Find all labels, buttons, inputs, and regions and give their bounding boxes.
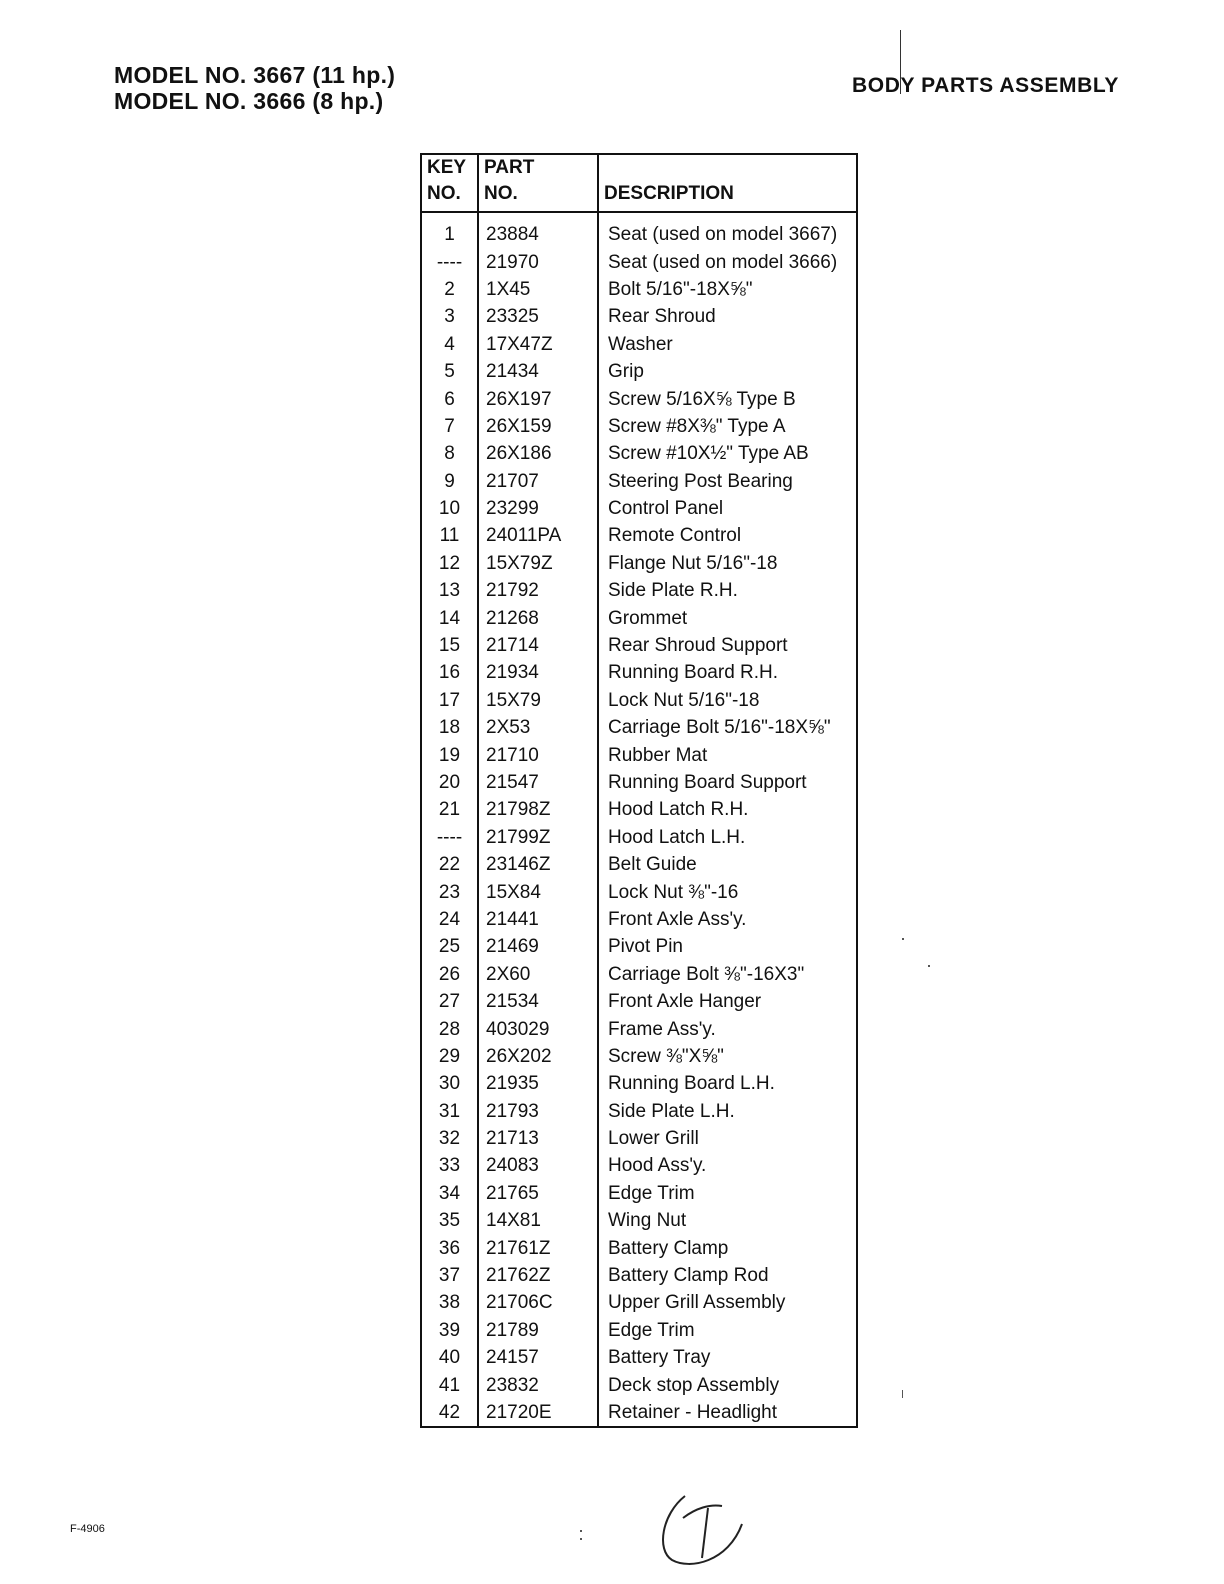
- description-cell: Retainer - Headlight: [608, 1401, 777, 1423]
- table-row: [421, 1180, 857, 1207]
- description-cell: Lock Nut 5/16"-18: [608, 689, 760, 711]
- table-row: [421, 1289, 857, 1316]
- description-header: [598, 154, 857, 212]
- table-row: [421, 1125, 857, 1152]
- table-header-row: [421, 154, 857, 212]
- key-no-cell: 4: [421, 331, 478, 358]
- scan-speck: [928, 965, 930, 967]
- key-no-cell: 20: [421, 769, 478, 796]
- key-no-cell: 32: [421, 1125, 478, 1152]
- table-row: [421, 741, 857, 768]
- model-line-1: MODEL NO. 3667 (11 hp.): [114, 62, 396, 88]
- key-no-cell: 19: [421, 741, 478, 768]
- key-no-cell: 13: [421, 577, 478, 604]
- key-no-cell: 6: [421, 385, 478, 412]
- key-no-cell: 33: [421, 1152, 478, 1179]
- parts-table: [420, 153, 858, 1428]
- key-header-line-2: NO.: [427, 183, 461, 204]
- table-row: [421, 906, 857, 933]
- table-row: [421, 1207, 857, 1234]
- table-row: [421, 1043, 857, 1070]
- description-cell: Bolt 5/16"-18X⅝": [608, 278, 753, 300]
- part-no-cell: 21268: [478, 604, 598, 631]
- key-no-cell: 10: [421, 495, 478, 522]
- key-no-cell: 28: [421, 1015, 478, 1042]
- description-cell: Battery Tray: [608, 1347, 711, 1369]
- part-no-cell: 1X45: [478, 276, 598, 303]
- description-cell: Washer: [608, 333, 673, 355]
- description-cell: Lower Grill: [608, 1128, 699, 1150]
- table-row: [421, 824, 857, 851]
- part-no-cell: 403029: [478, 1015, 598, 1042]
- table-row: [421, 1015, 857, 1042]
- table-row: [421, 1262, 857, 1289]
- description-cell: Hood Ass'y.: [608, 1155, 707, 1177]
- key-no-cell: 25: [421, 933, 478, 960]
- part-no-cell: 21706C: [478, 1289, 598, 1316]
- part-no-header: [478, 154, 598, 212]
- part-no-cell: 21534: [478, 988, 598, 1015]
- part-no-cell: 21441: [478, 906, 598, 933]
- key-no-cell: 41: [421, 1371, 478, 1398]
- part-no-cell: 23299: [478, 495, 598, 522]
- part-no-cell: 21710: [478, 741, 598, 768]
- part-no-cell: 21713: [478, 1125, 598, 1152]
- description-cell: Side Plate L.H.: [608, 1100, 735, 1122]
- description-cell: Frame Ass'y.: [608, 1018, 716, 1040]
- scan-speck: [902, 938, 904, 940]
- description-cell: Lock Nut ⅜"-16: [608, 881, 739, 903]
- key-no-cell: 30: [421, 1070, 478, 1097]
- table-row: [421, 550, 857, 577]
- description-cell: Control Panel: [608, 498, 724, 520]
- description-cell: Edge Trim: [608, 1182, 695, 1204]
- table-row: [421, 522, 857, 549]
- description-cell: Hood Latch L.H.: [608, 826, 746, 848]
- scan-speck: [580, 1530, 582, 1532]
- part-no-cell: 23884: [478, 212, 598, 248]
- scan-speck: [580, 1538, 582, 1540]
- table-row: [421, 413, 857, 440]
- description-cell: Remote Control: [608, 525, 742, 547]
- key-no-cell: 27: [421, 988, 478, 1015]
- key-no-cell: 26: [421, 961, 478, 988]
- key-no-cell: 14: [421, 604, 478, 631]
- part-no-cell: 15X79: [478, 687, 598, 714]
- description-cell: Pivot Pin: [608, 936, 683, 958]
- description-cell: Front Axle Hanger: [608, 991, 762, 1013]
- part-no-cell: 24157: [478, 1344, 598, 1371]
- key-no-cell: ----: [421, 248, 478, 275]
- description-cell: Edge Trim: [608, 1319, 695, 1341]
- description-cell: Rubber Mat: [608, 744, 708, 766]
- key-no-cell: 1: [421, 212, 478, 248]
- table-row: [421, 659, 857, 686]
- part-no-cell: 23146Z: [478, 851, 598, 878]
- part-no-cell: 26X186: [478, 440, 598, 467]
- part-no-cell: 21970: [478, 248, 598, 275]
- key-no-cell: 35: [421, 1207, 478, 1234]
- table-row: [421, 1344, 857, 1371]
- table-row: [421, 632, 857, 659]
- description-cell: Running Board Support: [608, 772, 807, 793]
- description-cell: Grip: [608, 361, 644, 383]
- table-row: [421, 1070, 857, 1097]
- table-row: [421, 577, 857, 604]
- part-no-cell: 21792: [478, 577, 598, 604]
- key-header-line-1: KEY: [427, 157, 467, 178]
- key-no-cell: 12: [421, 550, 478, 577]
- table-row: [421, 961, 857, 988]
- description-cell: Steering Post Bearing: [608, 470, 793, 492]
- description-cell: Running Board L.H.: [608, 1073, 775, 1095]
- table-row: [421, 1234, 857, 1261]
- key-no-cell: 5: [421, 358, 478, 385]
- key-no-cell: 37: [421, 1262, 478, 1289]
- description-cell: Seat (used on model 3666): [608, 251, 838, 273]
- part-no-cell: 21761Z: [478, 1234, 598, 1261]
- handwritten-page-number: [650, 1474, 750, 1574]
- part-no-cell: 2X60: [478, 961, 598, 988]
- part-no-cell: 21789: [478, 1317, 598, 1344]
- description-cell: Wing Nut: [608, 1210, 687, 1232]
- part-no-cell: 2X53: [478, 714, 598, 741]
- table-row: [421, 988, 857, 1015]
- description-cell: Battery Clamp: [608, 1237, 729, 1259]
- table-row: [421, 1399, 857, 1427]
- key-no-cell: 21: [421, 796, 478, 823]
- table-row: [421, 1371, 857, 1398]
- table-row: [421, 604, 857, 631]
- table-row: [421, 714, 857, 741]
- table-row: [421, 1098, 857, 1125]
- table-row: [421, 248, 857, 275]
- key-no-cell: 18: [421, 714, 478, 741]
- description-cell: Flange Nut 5/16"-18: [608, 552, 778, 574]
- table-row: [421, 1317, 857, 1344]
- section-title: BODY PARTS ASSEMBLY: [852, 74, 1119, 97]
- key-no-cell: 31: [421, 1098, 478, 1125]
- part-no-cell: 21547: [478, 769, 598, 796]
- part-no-cell: 21798Z: [478, 796, 598, 823]
- table-row: [421, 878, 857, 905]
- part-no-cell: 21793: [478, 1098, 598, 1125]
- part-no-cell: 21469: [478, 933, 598, 960]
- description-cell: Carriage Bolt 5/16"-18X⅝": [608, 717, 831, 739]
- description-header-label: DESCRIPTION: [604, 183, 734, 204]
- key-no-cell: 7: [421, 413, 478, 440]
- table-row: [421, 468, 857, 495]
- part-no-cell: 21714: [478, 632, 598, 659]
- description-cell: Seat (used on model 3667): [608, 224, 838, 246]
- table-row: [421, 212, 857, 248]
- table-row: [421, 303, 857, 330]
- key-no-cell: 15: [421, 632, 478, 659]
- part-no-cell: 23325: [478, 303, 598, 330]
- table-row: [421, 1152, 857, 1179]
- table-row: [421, 769, 857, 796]
- description-cell: Rear Shroud: [608, 306, 716, 328]
- table-row: [421, 276, 857, 303]
- key-no-cell: 42: [421, 1399, 478, 1427]
- part-no-cell: 24083: [478, 1152, 598, 1179]
- description-cell: Deck stop Assembly: [608, 1374, 780, 1396]
- key-no-cell: 23: [421, 878, 478, 905]
- part-no-cell: 21799Z: [478, 824, 598, 851]
- table-row: [421, 687, 857, 714]
- part-header-line-1: PART: [484, 157, 535, 178]
- description-cell: Running Board R.H.: [608, 662, 779, 684]
- description-cell: Screw 5/16X⅝ Type B: [608, 388, 796, 410]
- description-cell: Carriage Bolt ⅜"-16X3": [608, 963, 805, 985]
- table-row: [421, 358, 857, 385]
- description-cell: Upper Grill Assembly: [608, 1292, 786, 1314]
- table-row: [421, 851, 857, 878]
- key-no-cell: ----: [421, 824, 478, 851]
- description-cell: Side Plate R.H.: [608, 580, 738, 602]
- part-no-cell: 15X84: [478, 878, 598, 905]
- description-cell: Screw #8X⅜" Type A: [608, 415, 786, 437]
- key-no-header: [421, 154, 478, 212]
- part-no-cell: 21765: [478, 1180, 598, 1207]
- description-cell: Front Axle Ass'y.: [608, 908, 747, 930]
- part-no-cell: 26X202: [478, 1043, 598, 1070]
- key-no-cell: 22: [421, 851, 478, 878]
- description-cell: Screw ⅜"X⅝": [608, 1045, 724, 1067]
- scan-speck: [902, 1390, 903, 1398]
- model-numbers: [114, 62, 395, 114]
- description-cell: Rear Shroud Support: [608, 635, 788, 657]
- form-number: F-4906: [70, 1523, 105, 1535]
- key-no-cell: 9: [421, 468, 478, 495]
- key-no-cell: 8: [421, 440, 478, 467]
- part-header-line-2: NO.: [484, 183, 518, 204]
- key-no-cell: 29: [421, 1043, 478, 1070]
- description-cell: Screw #10X½" Type AB: [608, 443, 809, 465]
- key-no-cell: 3: [421, 303, 478, 330]
- key-no-cell: 2: [421, 276, 478, 303]
- part-no-cell: 21935: [478, 1070, 598, 1097]
- key-no-cell: 11: [421, 522, 478, 549]
- table-row: [421, 385, 857, 412]
- part-no-cell: 21934: [478, 659, 598, 686]
- description-cell: Hood Latch R.H.: [608, 799, 749, 821]
- part-no-cell: 24011PA: [478, 522, 598, 549]
- description-cell: Battery Clamp Rod: [608, 1265, 769, 1287]
- key-no-cell: 34: [421, 1180, 478, 1207]
- part-no-cell: 26X197: [478, 385, 598, 412]
- part-no-cell: 21434: [478, 358, 598, 385]
- key-no-cell: 36: [421, 1234, 478, 1261]
- parts-table-body: [421, 212, 857, 1427]
- part-no-cell: 17X47Z: [478, 331, 598, 358]
- part-no-cell: 23832: [478, 1371, 598, 1398]
- part-no-cell: 21762Z: [478, 1262, 598, 1289]
- table-row: [421, 933, 857, 960]
- model-line-2: MODEL NO. 3666 (8 hp.): [114, 88, 384, 114]
- key-no-cell: 38: [421, 1289, 478, 1316]
- key-no-cell: 39: [421, 1317, 478, 1344]
- table-row: [421, 796, 857, 823]
- description-cell: Belt Guide: [608, 854, 697, 876]
- description-cell: Grommet: [608, 607, 688, 629]
- key-no-cell: 16: [421, 659, 478, 686]
- part-no-cell: 21720E: [478, 1399, 598, 1427]
- part-no-cell: 15X79Z: [478, 550, 598, 577]
- part-no-cell: 14X81: [478, 1207, 598, 1234]
- table-row: [421, 495, 857, 522]
- part-no-cell: 26X159: [478, 413, 598, 440]
- part-no-cell: 21707: [478, 468, 598, 495]
- key-no-cell: 24: [421, 906, 478, 933]
- key-no-cell: 17: [421, 687, 478, 714]
- table-row: [421, 331, 857, 358]
- table-row: [421, 440, 857, 467]
- key-no-cell: 40: [421, 1344, 478, 1371]
